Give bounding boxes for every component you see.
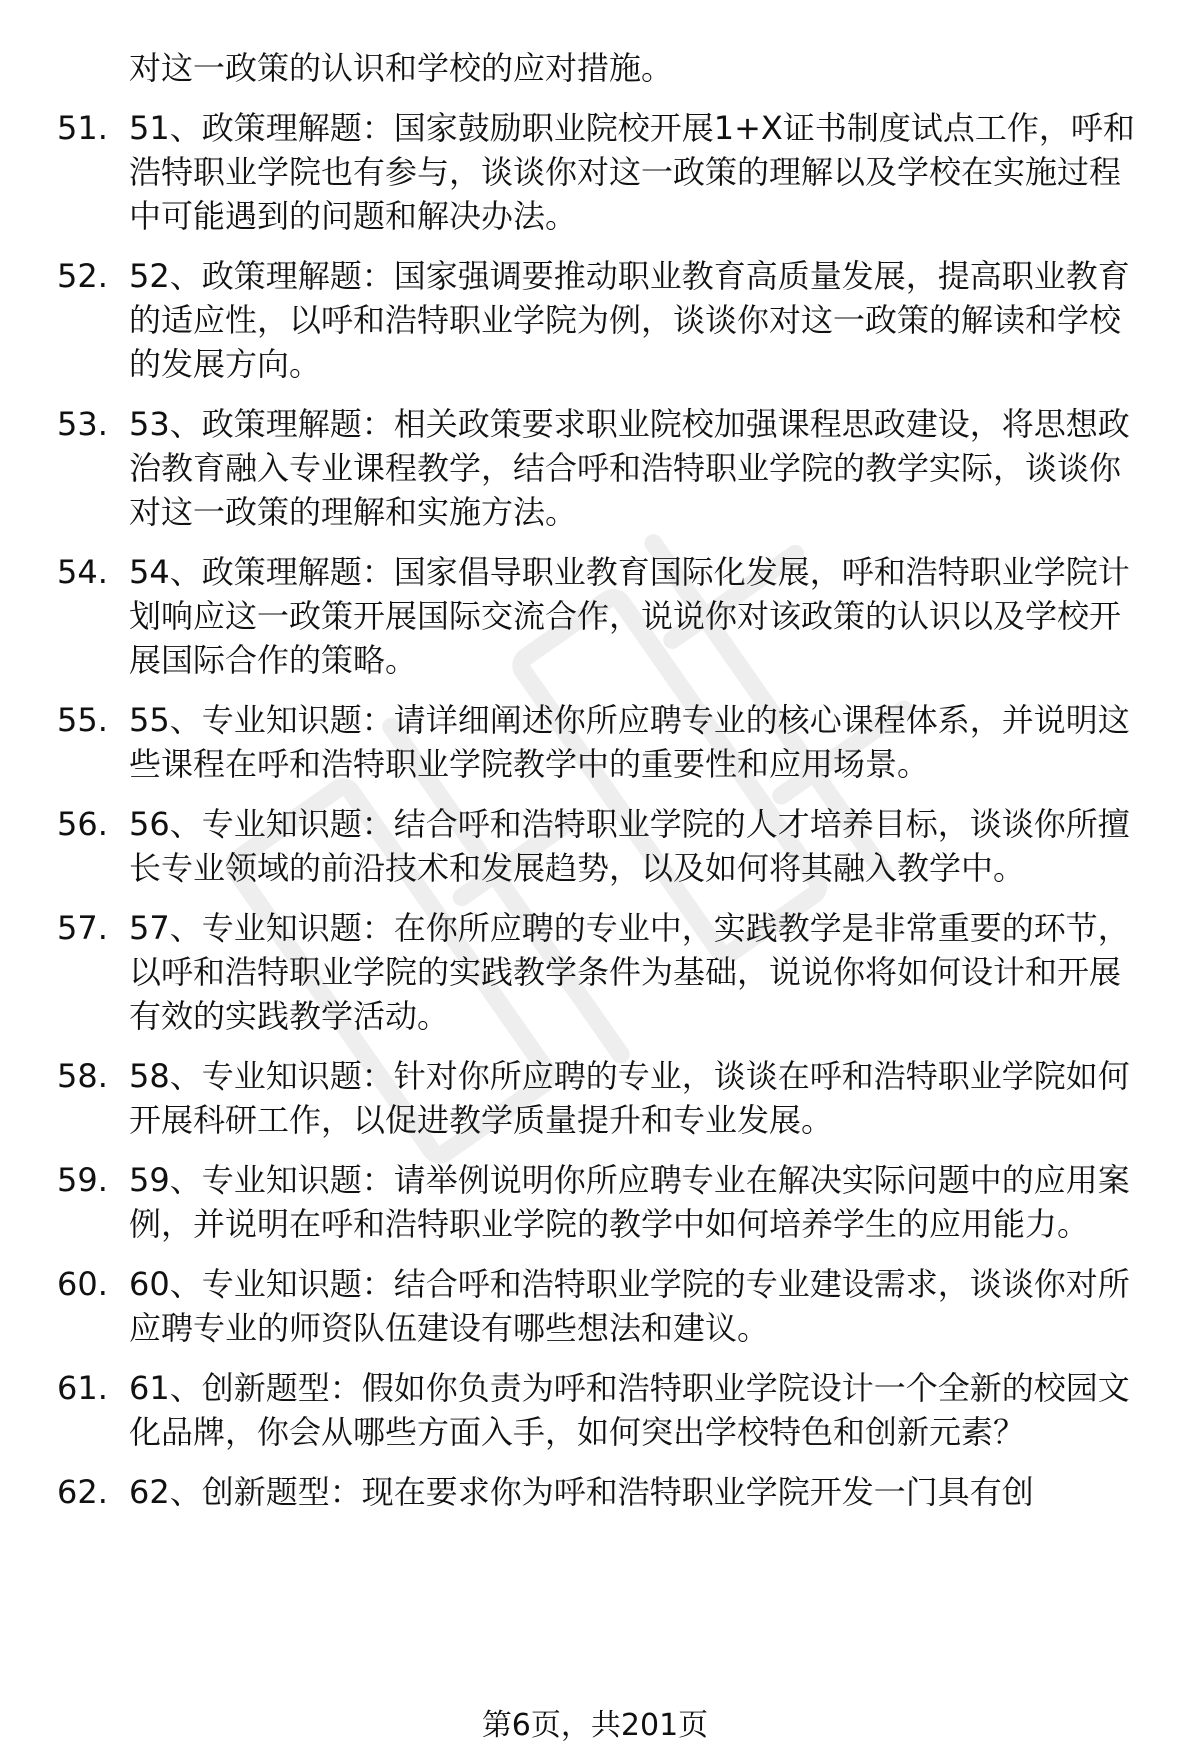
list-item — [0, 254, 1190, 386]
question-text: 51、政策理解题：国家鼓励职业院校开展1+X证书制度试点工作，呼和浩特职业学院也有参与，谈谈你对这一政策的理解以及学校在实施过程中可能遇到的问题和解决办法。 — [129, 109, 1135, 235]
question-number: 51. — [57, 109, 108, 147]
question-number: 54. — [57, 553, 108, 591]
list-item — [0, 698, 1190, 786]
question-text: 58、专业知识题：针对你所应聘的专业，谈谈在呼和浩特职业学院如何开展科研工作，以促进教学质量提升和专业发展。 — [129, 1057, 1130, 1139]
list-item — [0, 906, 1190, 1038]
list-item — [0, 106, 1190, 238]
question-text: 62、创新题型：现在要求你为呼和浩特职业学院开发一门具有创 — [129, 1473, 1034, 1511]
question-number: 60. — [57, 1265, 108, 1303]
question-text: 60、专业知识题：结合呼和浩特职业学院的专业建设需求，谈谈你对所应聘专业的师资队伍建设有哪些想法和建议。 — [129, 1265, 1130, 1347]
question-text: 61、创新题型：假如你负责为呼和浩特职业学院设计一个全新的校园文化品牌，你会从哪些方面入手，如何突出学校特色和创新元素？ — [129, 1369, 1130, 1451]
question-text: 57、专业知识题：在你所应聘的专业中，实践教学是非常重要的环节，以呼和浩特职业学院的实践教学条件为基础，说说你将如何设计和开展有效的实践教学活动。 — [129, 909, 1130, 1035]
question-number: 61. — [57, 1369, 108, 1407]
question-text: 52、政策理解题：国家强调要推动职业教育高质量发展，提高职业教育的适应性，以呼和浩特职业学院为例，谈谈你对这一政策的解读和学校的发展方向。 — [129, 257, 1130, 383]
list-item — [0, 1366, 1190, 1454]
continuation-text: 对这一政策的认识和学校的应对措施。 — [129, 49, 674, 87]
question-number: 55. — [57, 701, 108, 739]
list-item — [0, 1262, 1190, 1350]
question-text: 56、专业知识题：结合呼和浩特职业学院的人才培养目标，谈谈你所擅长专业领域的前沿技术和发展趋势，以及如何将其融入教学中。 — [129, 805, 1130, 887]
page-indicator: 第6页，共201页 — [481, 1708, 709, 1743]
list-item — [0, 550, 1190, 682]
list-item — [0, 402, 1190, 534]
question-text: 54、政策理解题：国家倡导职业教育国际化发展，呼和浩特职业学院计划响应这一政策开展国际交流合作，说说你对该政策的认识以及学校开展国际合作的策略。 — [129, 553, 1130, 679]
question-number: 59. — [57, 1161, 108, 1199]
question-number: 53. — [57, 405, 108, 443]
question-text: 55、专业知识题：请详细阐述你所应聘专业的核心课程体系，并说明这些课程在呼和浩特职业学院教学中的重要性和应用场景。 — [129, 701, 1130, 783]
list-item — [0, 1470, 1190, 1514]
question-list — [0, 106, 1190, 1530]
list-item — [0, 802, 1190, 890]
question-text: 53、政策理解题：相关政策要求职业院校加强课程思政建设，将思想政治教育融入专业课程教学，结合呼和浩特职业学院的教学实际，谈谈你对这一政策的理解和实施方法。 — [129, 405, 1130, 531]
list-item — [0, 1054, 1190, 1142]
question-number: 62. — [57, 1473, 108, 1511]
question-number: 56. — [57, 805, 108, 843]
question-number: 57. — [57, 909, 108, 947]
question-number: 52. — [57, 257, 108, 295]
list-item — [0, 1158, 1190, 1246]
question-number: 58. — [57, 1057, 108, 1095]
question-text: 59、专业知识题：请举例说明你所应聘专业在解决实际问题中的应用案例，并说明在呼和浩特职业学院的教学中如何培养学生的应用能力。 — [129, 1161, 1130, 1243]
